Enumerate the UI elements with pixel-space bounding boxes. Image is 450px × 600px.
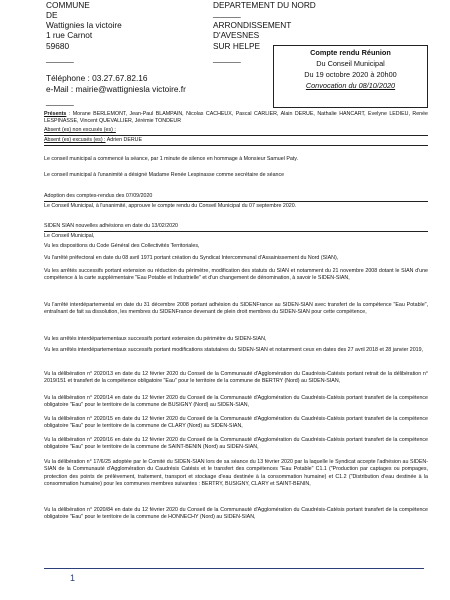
paragraph: Vu les dispositions du Code Général des Collectivités Territoriales, bbox=[44, 243, 200, 249]
meeting-title-box bbox=[273, 45, 428, 108]
page-number: 1 bbox=[70, 573, 76, 583]
commune-label: COMMUNE bbox=[46, 0, 90, 10]
meeting-title: Compte rendu Réunion bbox=[310, 48, 391, 57]
arrondissement-helpe: SUR HELPE bbox=[213, 41, 261, 51]
paragraph: Vu la délibération n° 2020/13 en date du 12 février 2020 du Conseil de la Communauté d'Agglomération du Caudrésis-Catésis portant retrait de la délibération n° 2019/151 et transfert de la compétence obligatoire "Eau" pour le territoire de la commune de BERTRY (Nord) au SIDEN-SIAN, bbox=[44, 371, 428, 385]
right-separator-1: ______ bbox=[213, 8, 241, 18]
absent-excused bbox=[44, 137, 428, 144]
paragraph: Vu les arrêtés interdépartementaux successifs portant extension du périmètre du SIDEN-SIAN, bbox=[44, 336, 267, 342]
paragraph: Vu l'arrêté préfectoral en date du 08 avril 1971 portant création du Syndicat Intercommunal d'Assainissement du Nord (SIAN), bbox=[44, 255, 339, 261]
department: DEPARTEMENT DU NORD bbox=[213, 0, 316, 10]
divider bbox=[44, 135, 428, 136]
presents-paragraph bbox=[44, 111, 428, 126]
paragraph: Vu les arrêtés interdépartementaux successifs portant modifications statutaires du SIDEN-SIAN et notamment ceux en dates des 27 avril 2018 et 28 janvier 2019, bbox=[44, 347, 424, 353]
paragraph: Le Conseil Municipal, bbox=[44, 233, 95, 239]
meeting-subtitle: Du Conseil Municipal bbox=[316, 59, 385, 68]
footer-line bbox=[44, 568, 424, 569]
paragraph: Vu la délibération n° 2020/14 en date du 12 février 2020 du Conseil de la Communauté d'Agglomération du Caudrésis-Catésis portant transfert de la compétence obligatoire "Eau" pour le territoire de la commune de BUSIGNY (Nord) au SIDEN-SIAN, bbox=[44, 395, 428, 409]
divider bbox=[44, 231, 428, 232]
address-postcode: 59680 bbox=[46, 41, 70, 51]
arrondissement: ARRONDISSEMENT bbox=[213, 20, 292, 30]
divider bbox=[44, 145, 428, 146]
section-title: Adoption des comptes-rendus des 07/09/2020 bbox=[44, 193, 153, 199]
presents-label: Présents bbox=[44, 111, 67, 117]
absent-excused-names: Adrien DERUE bbox=[105, 137, 143, 143]
paragraph: Vu les arrêtés successifs portant extension ou réduction du périmètre, modification des statuts du SIAN et notamment du 21 novembre 2008 dotant le SIAN d'une compétence à la carte supplémentaire "Eau Potable et Industrielle" et d'un changement de dénomination, à savoir le SIDEN-SIAN, bbox=[44, 268, 428, 282]
right-separator-2: ______ bbox=[213, 53, 241, 63]
email: e-Mail : mairie@wattigniesla victoire.fr bbox=[46, 84, 186, 94]
section-text: Le Conseil Municipal, à l'unanimité, approuve le compte rendu du Conseil Municipal du 07 septembre 2020. bbox=[44, 203, 297, 209]
paragraph: Vu la délibération n° 2020/16 en date du 12 février 2020 du Conseil de la Communauté d'Agglomération du Caudrésis-Catésis portant transfert de la compétence obligatoire "Eau" pour le territoire de la commune de SAINT-BENIN (Nord) au SIDEN-SIAN, bbox=[44, 437, 428, 451]
commune-de: DE bbox=[46, 10, 58, 20]
paragraph: Vu la délibération n° 2020/84 en date du 12 février 2020 du Conseil de la Communauté d'Agglomération du Caudrésis-Catésis portant transfert de la compétence obligatoire "Eau" pour le territoire de la commune de HONNECHY (Nord) au SIDEN-SIAN, bbox=[44, 507, 428, 521]
left-separator-2: ______ bbox=[46, 96, 74, 106]
paragraph: Vu l'arrêté interdépartemental en date du 31 décembre 2008 portant adhésion du SIDENFrance au SIDEN-SIAN avec transfert de la compétence "Eau Potable", entraînant de fait sa dissolution, les membres du SIDENFrance devenant de plein droit membres du SIDEN-SIAN pour cette compétence, bbox=[44, 302, 428, 316]
divider bbox=[44, 201, 428, 202]
left-separator-1: ______ bbox=[46, 53, 74, 63]
paragraph: Vu la délibération n° 17/6/25 adoptée par le Comité du SIDEN-SIAN lors de sa séance du 13 février 2020 par la laquelle le Syndicat accepte l'adhésion au SIDEN-SIAN de la Communauté d'Agglomération du Caudrésis Catésis et le transfert des compétences "Eau Potable" C1.1 ("Production par captages ou pompages, protection des points de prélèvement, traitement, transport et stockage d'eau destinée à la consommation humaine) et C1.2 ("Distribution d'eau destinée à la consommation humaine) pour les communes membres suivantes : BERTRY, BUSIGNY, CLARY et SAINT-BENIN, bbox=[44, 459, 428, 487]
section-title: SIDEN SIAN nouvelles adhésions en date du 13/02/2020 bbox=[44, 223, 178, 229]
commune-name: Wattignies la victoire bbox=[46, 20, 122, 30]
arrondissement-avesnes: D'AVESNES bbox=[213, 30, 260, 40]
intro-paragraph: Le conseil municipal a commencé la séance, par 1 minute de silence en hommage à Monsieur Samuel Paty. bbox=[44, 156, 298, 162]
intro-paragraph: Le conseil municipal à l'unanimité a désigné Madame Renée Lespinasse comme secrétaire de séance bbox=[44, 172, 285, 178]
phone: Téléphone : 03.27.67.82.16 bbox=[46, 73, 148, 83]
absent-nonexcused bbox=[44, 127, 428, 134]
absent-excused-label: Absent (es) excusés (es) : bbox=[44, 137, 106, 143]
absent-nonexcused-label: Absent (es) non excusés (es) : bbox=[44, 127, 116, 133]
presents-names: : Morane BERLEMONT, Jean-Paul BLAMPAIN, Nicolas CACHEUX, Pascal CARLIER, Alain DERUE, Nathalie HANCART, Evelyne LEDIEU, Renée LESPINASSE, Vincent QUEVALLIER, Jérémie TONDEUR bbox=[44, 111, 428, 125]
convocation-date: Convocation du 08/10/2020 bbox=[305, 81, 396, 90]
paragraph: Vu la délibération n° 2020/15 en date du 12 février 2020 du Conseil de la Communauté d'Agglomération du Caudrésis-Catésis portant transfert de la compétence obligatoire "Eau" pour le territoire de la commune de CLARY (Nord) au SIDEN-SIAN, bbox=[44, 416, 428, 430]
meeting-date: Du 19 octobre 2020 à 20h00 bbox=[304, 70, 397, 79]
address-street: 1 rue Carnot bbox=[46, 30, 93, 40]
